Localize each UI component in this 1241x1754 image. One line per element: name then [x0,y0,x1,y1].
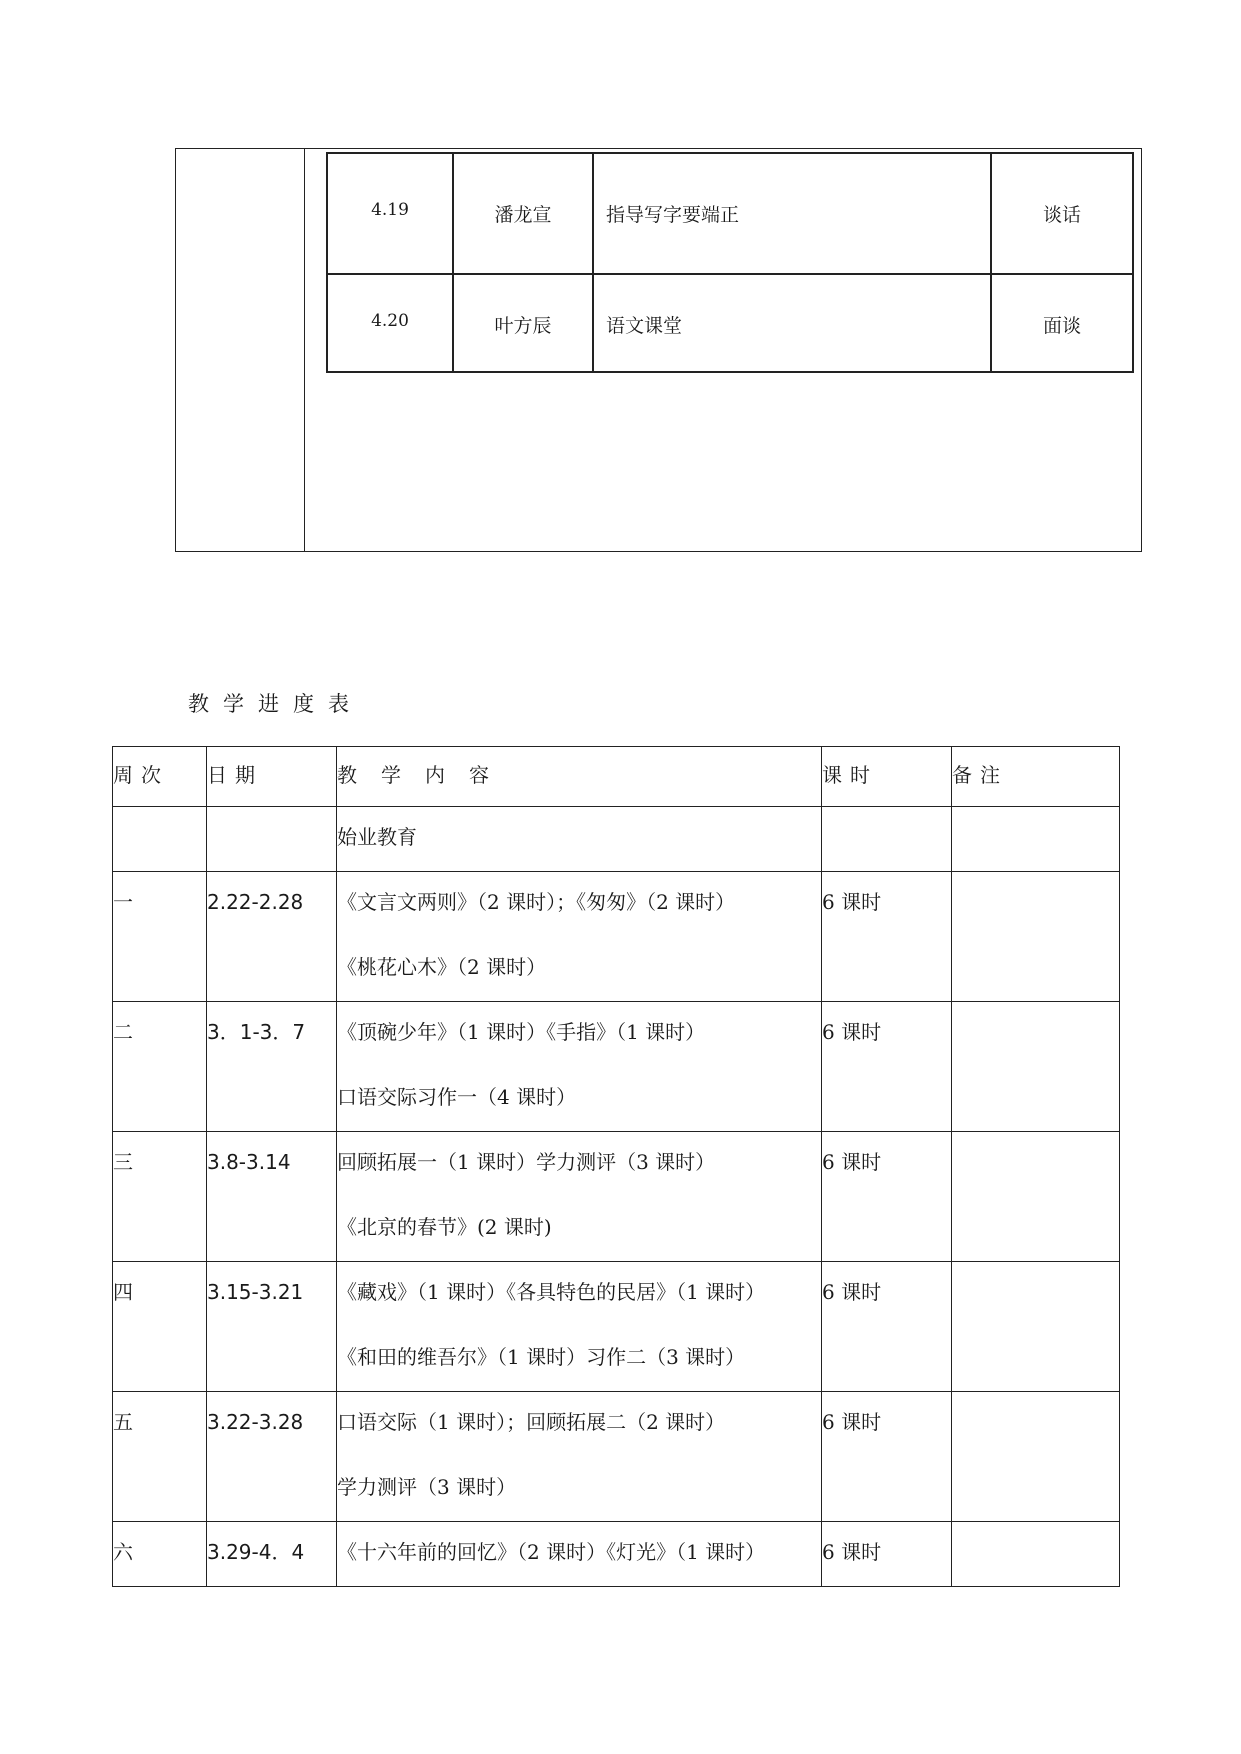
content-cell [337,1002,822,1132]
table-row [113,872,1120,1002]
talk-student: 潘龙宣 [453,153,593,274]
content-line: 《十六年前的回忆》（2 课时）《灯光》（1 课时） [337,1540,766,1564]
talk-date: 4.19 [327,153,453,274]
conversation-table [326,152,1134,373]
hours-cell [822,807,952,872]
hours-cell: 6 课时 [822,1002,952,1132]
hours-cell: 6 课时 [822,1392,952,1522]
week-cell: 三 [113,1132,207,1262]
table-row [113,807,1120,872]
date-cell: 2.22-2.28 [207,872,337,1002]
table-row [327,274,1133,372]
table-row [113,1392,1120,1522]
week-cell: 二 [113,1002,207,1132]
content-cell [337,807,822,872]
content-line: 口语交际（1 课时）；回顾拓展二（2 课时） [337,1410,726,1434]
table-row [327,153,1133,274]
note-cell [952,1132,1120,1262]
content-cell [337,1262,822,1392]
content-line: 始业教育 [337,825,417,849]
date-cell [207,807,337,872]
header-date: 日期 [207,747,337,807]
week-cell [113,807,207,872]
content-line: 《桃花心木》（2 课时） [337,955,547,979]
content-cell [337,1132,822,1262]
content-line: 《顶碗少年》（1 课时）《手指》（1 课时） [337,1020,706,1044]
header-content: 教学内容 [337,747,822,807]
note-cell [952,807,1120,872]
talk-date: 4.20 [327,274,453,372]
content-line: 《藏戏》（1 课时）《各具特色的民居》（1 课时） [337,1280,766,1304]
date-cell: 3.29-4．4 [207,1522,337,1587]
talk-topic: 语文课堂 [593,274,991,372]
table-row [113,1262,1120,1392]
date-cell: 3.15-3.21 [207,1262,337,1392]
table-row [113,1132,1120,1262]
content-line: 口语交际习作一（4 课时） [337,1085,577,1109]
week-cell: 六 [113,1522,207,1587]
note-cell [952,1522,1120,1587]
week-cell: 四 [113,1262,207,1392]
hours-cell: 6 课时 [822,1262,952,1392]
talk-student: 叶方辰 [453,274,593,372]
table-row [113,1522,1120,1587]
content-cell [337,1522,822,1587]
content-line: 《北京的春节》(2 课时) [337,1215,552,1239]
conversation-record-box [175,148,1142,552]
note-cell [952,872,1120,1002]
content-cell [337,1392,822,1522]
header-note: 备注 [952,747,1120,807]
header-week: 周次 [113,747,207,807]
header-row [113,747,1120,807]
content-line: 回顾拓展一（1 课时）学力测评（3 课时） [337,1150,716,1174]
schedule-title: 教学进度表 [188,692,363,716]
hours-cell: 6 课时 [822,872,952,1002]
week-cell: 一 [113,872,207,1002]
hours-cell: 6 课时 [822,1132,952,1262]
week-cell: 五 [113,1392,207,1522]
note-cell [952,1262,1120,1392]
date-cell: 3.22-3.28 [207,1392,337,1522]
note-cell [952,1002,1120,1132]
hours-cell: 6 课时 [822,1522,952,1587]
date-cell: 3.8-3.14 [207,1132,337,1262]
content-cell [337,872,822,1002]
talk-method: 面谈 [991,274,1133,372]
talk-topic: 指导写字要端正 [593,153,991,274]
talk-method: 谈话 [991,153,1133,274]
note-cell [952,1392,1120,1522]
content-line: 《文言文两则》（2 课时）；《匆匆》（2 课时） [337,890,736,914]
schedule-table [112,746,1120,1587]
header-hours: 课时 [822,747,952,807]
content-line: 学力测评（3 课时） [337,1475,517,1499]
content-line: 《和田的维吾尔》（1 课时）习作二（3 课时） [337,1345,746,1369]
date-cell: 3．1-3．7 [207,1002,337,1132]
box-divider [304,149,305,551]
table-row [113,1002,1120,1132]
